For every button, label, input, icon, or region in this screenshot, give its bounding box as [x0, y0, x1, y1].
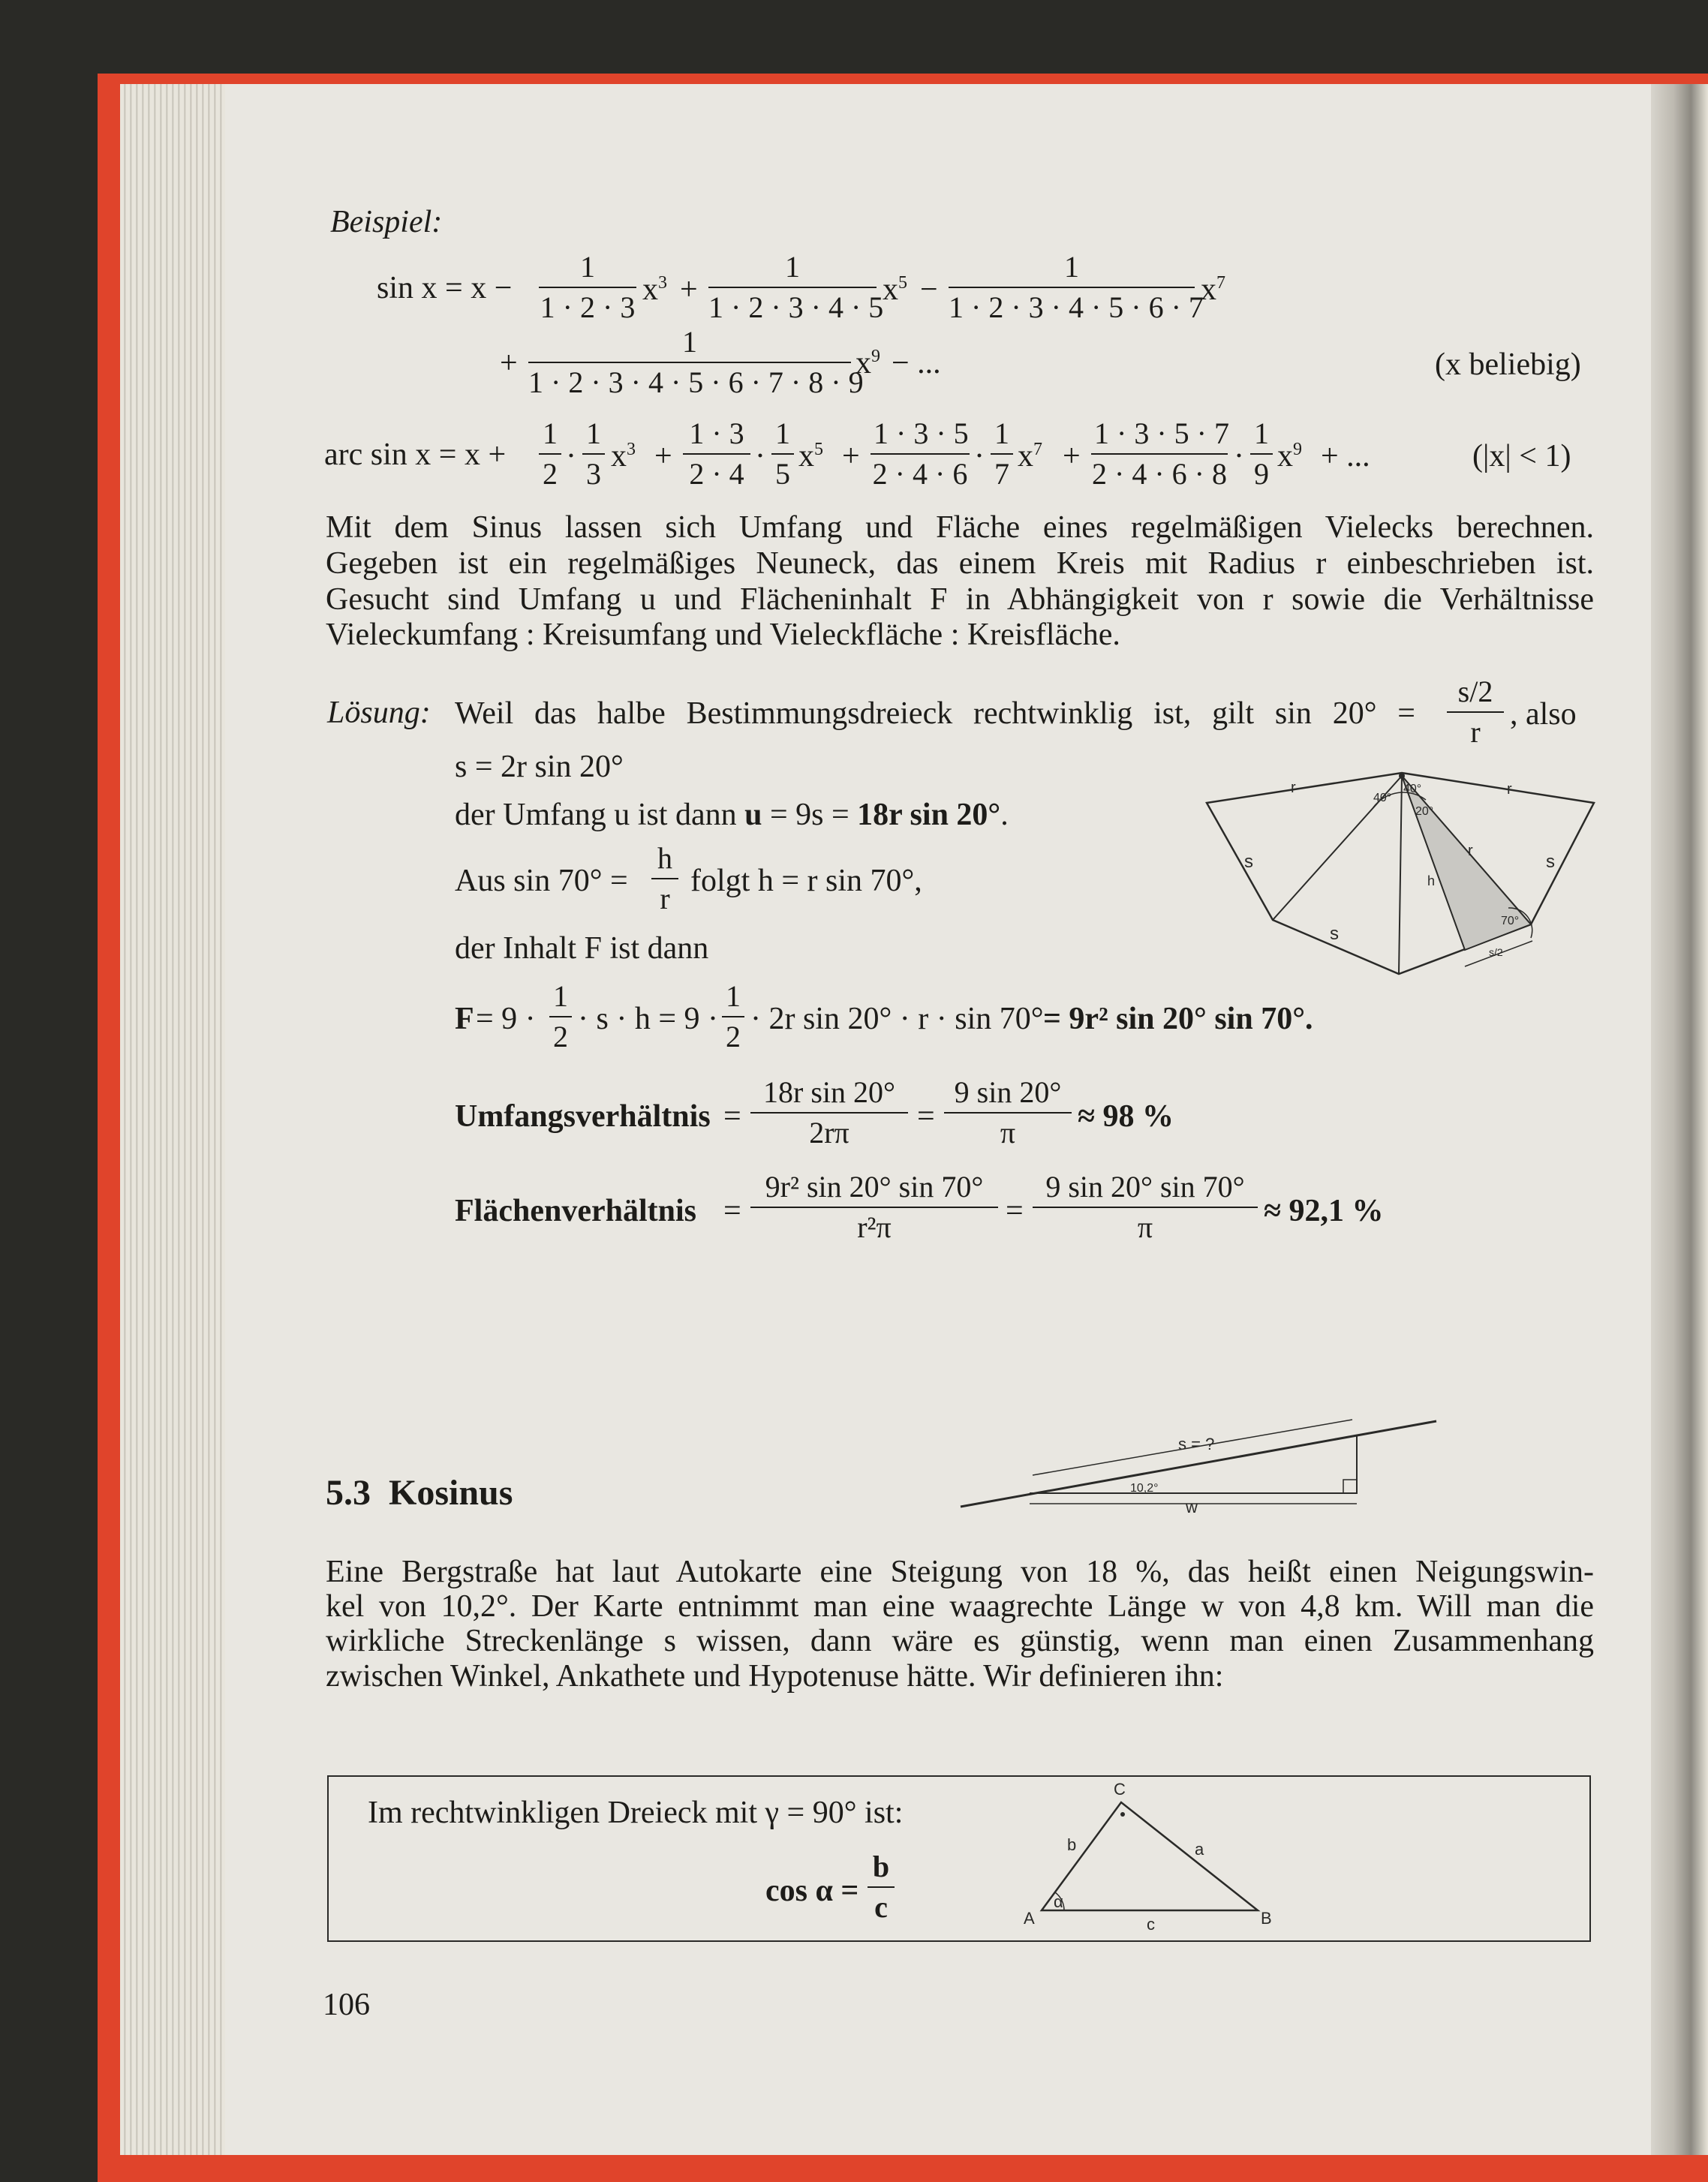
radius-line: [1399, 776, 1402, 974]
ratio-u-fraction-2: 9 sin 20° π: [944, 1077, 1072, 1148]
angle-label-70: 70°: [1501, 915, 1520, 927]
arcsin-lhs: arc sin x = x +: [324, 437, 507, 472]
side-b: b: [1067, 1835, 1077, 1854]
arcsin-dot-1: ·: [566, 439, 576, 473]
example-label: Beispiel:: [330, 205, 443, 239]
ratio-f-fraction-1: 9r² sin 20° sin 70° r²π: [750, 1172, 998, 1243]
arcsin-frac-8: 1 9: [1250, 419, 1273, 489]
solution-line-6b: = 9 ·: [476, 1002, 536, 1036]
ratio-u-value: ≈ 98 %: [1078, 1099, 1174, 1134]
triangle-shape: [1042, 1802, 1258, 1910]
sin-lhs: sin x = x −: [377, 271, 513, 305]
page-edges: [120, 84, 233, 2155]
solution-line-3: der Umfang u ist dann u = 9s = 18r sin 20°.: [455, 798, 1009, 832]
sin-tail: − ...: [892, 346, 941, 380]
arcsin-dot-2: ·: [755, 439, 765, 473]
angle-label-40: 40°: [1403, 783, 1422, 795]
sin-fraction-2: 1 1 · 2 · 3 · 4 · 5: [708, 250, 884, 324]
kosinus-line: zwischen Winkel, Ankathete und Hypotenuse hätte. Wir definieren ihn:: [326, 1659, 1224, 1694]
solution-fraction-s2-r: s/2 r: [1447, 677, 1504, 747]
definition-fraction: b c: [868, 1852, 895, 1922]
solution-fraction-half-2: 1 2: [722, 981, 744, 1052]
ratio-u-eq: =: [723, 1099, 741, 1134]
slope-figure: [961, 1411, 1441, 1516]
ratio-f-fraction-2: 9 sin 20° sin 70° π: [1033, 1172, 1258, 1243]
sin-term-3: $x^7$: [1201, 272, 1225, 307]
right-angle-dot: [1120, 1812, 1125, 1817]
angle-label-40: 40°: [1373, 792, 1392, 804]
side-c: c: [1147, 1915, 1155, 1934]
solution-line-2: s = 2r sin 20°: [455, 750, 624, 784]
vertex-a: A: [1024, 1909, 1035, 1928]
label-s: s = ?: [1178, 1435, 1215, 1453]
arcsin-frac-6: 1 7: [991, 419, 1013, 489]
ratio-u-label: Umfangsverhältnis: [455, 1099, 711, 1134]
solution-line-1: Weil das halbe Bestimmungsdreieck rechtwinklig ist, gilt sin 20° =: [455, 696, 1415, 731]
right-triangle-figure: [1021, 1780, 1283, 1934]
arcsin-frac-5: 1 · 3 · 5 2 · 4 · 6: [871, 419, 970, 489]
center-dot: [1399, 773, 1405, 779]
ratio-u-fraction-1: 18r sin 20° 2rπ: [750, 1077, 908, 1148]
ratio-f-value: ≈ 92,1 %: [1264, 1194, 1384, 1228]
arcsin-dot-3: ·: [974, 439, 985, 473]
label-s: s: [1244, 852, 1253, 872]
sin-term-1: $x^3$: [642, 272, 667, 307]
solution-label: Lösung:: [327, 696, 431, 730]
sin-fraction-4: 1 1 · 2 · 3 · 4 · 5 · 6 · 7 · 8 · 9: [528, 325, 864, 399]
intro-line: Mit dem Sinus lassen sich Umfang und Fläche eines regelmäßigen Vielecks berechnen.: [326, 510, 1594, 545]
definition-box: [327, 1775, 1591, 1942]
solution-fraction-h-r: h r: [651, 843, 678, 914]
ratio-f-eq-2: =: [1006, 1194, 1024, 1228]
arcsin-plus-3: +: [1063, 439, 1081, 473]
solution-line-4b: folgt h = r sin 70°,: [690, 864, 922, 898]
kosinus-line: kel von 10,2°. Der Karte entnimmt man eine waagrechte Länge w von 4,8 km. Will man die: [326, 1589, 1594, 1624]
arcsin-frac-4: 1 5: [771, 419, 794, 489]
label-w: w: [1186, 1498, 1198, 1516]
intro-line: Gesucht sind Umfang u und Flächeninhalt F in Abhängigkeit von r sowie die Verhältnisse: [326, 582, 1594, 617]
sin-op-2: −: [920, 272, 938, 307]
arcsin-plus-1: +: [654, 439, 672, 473]
solution-line-6d: · 2r sin 20° · r · sin 70°: [750, 1002, 1044, 1036]
section-number: 5.3: [326, 1473, 371, 1513]
side-a: a: [1195, 1840, 1204, 1859]
angle-label-20: 20°: [1415, 805, 1434, 818]
solution-line-1-end: , also: [1510, 697, 1577, 732]
vertex-c: C: [1114, 1780, 1126, 1799]
section-heading: [326, 1472, 513, 1513]
intro-line: Vieleckumfang : Kreisumfang und Vieleckfläche : Kreisfläche.: [326, 618, 1120, 652]
sin-term-4: $x^9$: [856, 346, 880, 380]
label-r: r: [1507, 781, 1512, 798]
page-number: 106: [323, 1988, 370, 2022]
label-s-half: s/2: [1489, 946, 1503, 958]
vertex-b: B: [1261, 1909, 1272, 1928]
arcsin-tail: + ...: [1321, 439, 1370, 473]
kosinus-line: wirkliche Streckenlänge s wissen, dann wäre es günstig, wenn man einen Zusammenhang: [326, 1624, 1594, 1658]
sin-fraction-3: 1 1 · 2 · 3 · 4 · 5 · 6 · 7: [949, 250, 1204, 324]
intro-line: Gegeben ist ein regelmäßiges Neuneck, das einem Kreis mit Radius r einbeschrieben ist.: [326, 546, 1594, 581]
nonagon-figure: [1201, 765, 1598, 990]
solution-F: F: [455, 1002, 474, 1036]
sin-condition: (x beliebig): [1435, 347, 1581, 382]
right-angle-mark: [1343, 1480, 1357, 1493]
sin-term-2: $x^5$: [883, 272, 907, 307]
arcsin-term-7: $x^7$: [1018, 439, 1042, 473]
arcsin-term-5: $x^5$: [798, 439, 823, 473]
solution-line-5: der Inhalt F ist dann: [455, 931, 709, 966]
arcsin-term-9: $x^9$: [1277, 439, 1302, 473]
ratio-f-label: Flächenverhältnis: [455, 1194, 696, 1228]
sin-fraction-1: 1 1 · 2 · 3: [540, 250, 636, 324]
label-h: h: [1427, 873, 1436, 888]
sin-op-1: +: [680, 272, 698, 307]
section-title: Kosinus: [389, 1473, 513, 1513]
label-angle: 10,2°: [1130, 1482, 1159, 1495]
book-gutter: [1651, 84, 1708, 2155]
arcsin-frac-1: 1 2: [539, 419, 561, 489]
ratio-f-eq: =: [723, 1194, 741, 1228]
solution-line-6e: = 9r² sin 20° sin 70°.: [1043, 1002, 1313, 1036]
arcsin-frac-7: 1 · 3 · 5 · 7 2 · 4 · 6 · 8: [1092, 416, 1229, 491]
arcsin-term-3: $x^3$: [611, 439, 636, 473]
definition-formula-lhs: cos α =: [765, 1874, 859, 1908]
sin-op-3: +: [500, 346, 518, 380]
arcsin-plus-2: +: [842, 439, 860, 473]
definition-intro: Im rechtwinkligen Dreieck mit γ = 90° ist:: [368, 1796, 904, 1830]
arcsin-frac-2: 1 3: [582, 419, 605, 489]
ratio-u-eq-2: =: [917, 1099, 935, 1134]
arcsin-condition: (|x| < 1): [1472, 439, 1571, 473]
arcsin-frac-3: 1 · 3 2 · 4: [683, 419, 750, 489]
label-r: r: [1468, 843, 1473, 859]
label-r: r: [1291, 780, 1296, 796]
solution-line-4a: Aus sin 70° =: [455, 864, 628, 898]
kosinus-line: Eine Bergstraße hat laut Autokarte eine Steigung von 18 %, das heißt einen Neigungswin-: [326, 1555, 1594, 1589]
angle-alpha: α: [1054, 1892, 1063, 1911]
label-s: s: [1330, 924, 1339, 944]
label-s: s: [1546, 852, 1555, 872]
solution-line-6c: · s · h = 9 ·: [578, 1002, 718, 1036]
arcsin-dot-4: ·: [1234, 439, 1244, 473]
solution-fraction-half-1: 1 2: [549, 981, 572, 1052]
